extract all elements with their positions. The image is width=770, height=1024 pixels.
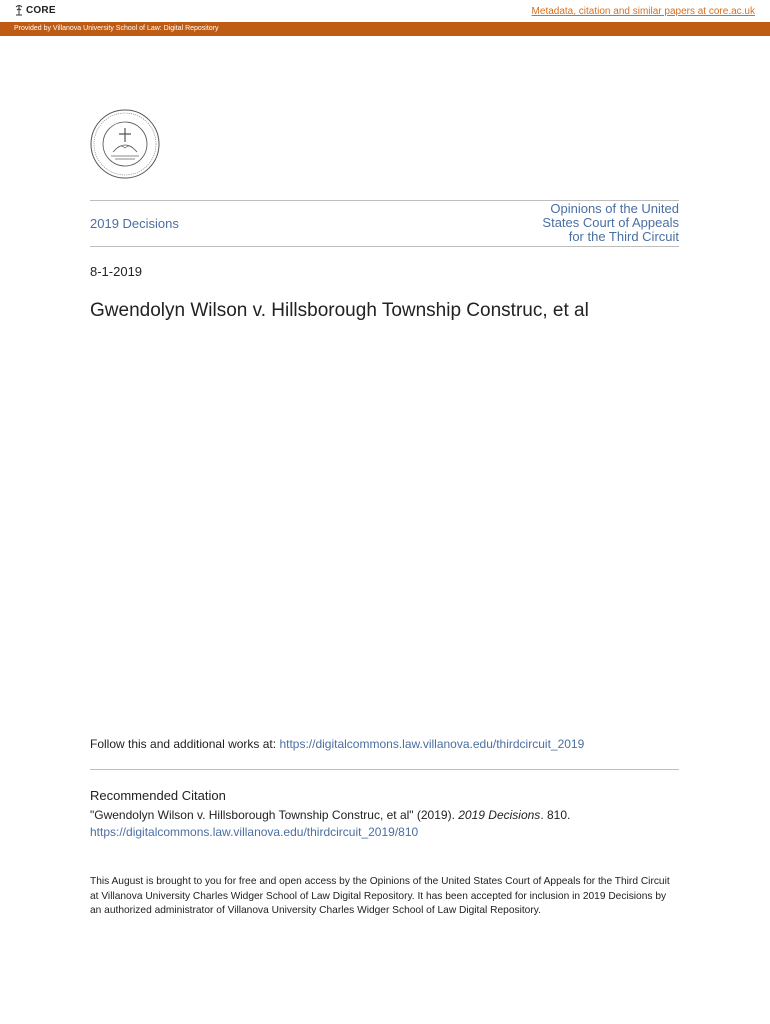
repository-statement: This August is brought to you for free and open access by the Opinions of the United States Court of Appeals for the Third Circuit at Villanova University Charles Widger School of Law Digital Repository. It has been accepted for inclusion in 2019 Decisions by an authorized administrator of Villanova University Charles Widger School of Law Digital Repository. [90,876,670,916]
citation-source: 2019 Decisions [458,808,541,822]
series-title-link[interactable] [509,202,679,244]
follow-prefix: Follow this and additional works at: [90,737,280,751]
citation-link[interactable]: https://digitalcommons.law.villanova.edu/thirdcircuit_2019/810 [90,825,419,839]
recommended-citation-heading: Recommended Citation [90,788,226,803]
follow-link[interactable]: https://digitalcommons.law.villanova.edu/thirdcircuit_2019 [279,737,585,751]
core-logo[interactable] [14,4,56,16]
series-title-line: for the Third Circuit [568,229,679,244]
collection-link[interactable]: 2019 Decisions [90,216,179,231]
university-seal-icon [89,108,161,180]
follow-line [90,737,584,751]
series-rule-bottom [90,246,679,247]
provider-banner: Provided by Villanova University School of Law: Digital Repository [0,22,770,36]
citation-prefix: "Gwendolyn Wilson v. Hillsborough Township Construc, et al" (2019). [90,808,459,822]
core-metadata-link[interactable]: Metadata, citation and similar papers at core.ac.uk [531,6,755,17]
citation-suffix: . 810. [540,808,571,822]
document-date: 8-1-2019 [90,264,143,279]
document-title: Gwendolyn Wilson v. Hillsborough Township Construc, et al [90,300,589,321]
core-logo-icon [14,4,24,16]
core-top-bar [0,0,770,22]
series-title-line: Opinions of the United [550,201,679,216]
recommended-citation-text [90,807,679,841]
series-title-line: States Court of Appeals [542,215,679,230]
core-logo-text: CORE [26,4,56,16]
citation-rule [90,769,679,770]
